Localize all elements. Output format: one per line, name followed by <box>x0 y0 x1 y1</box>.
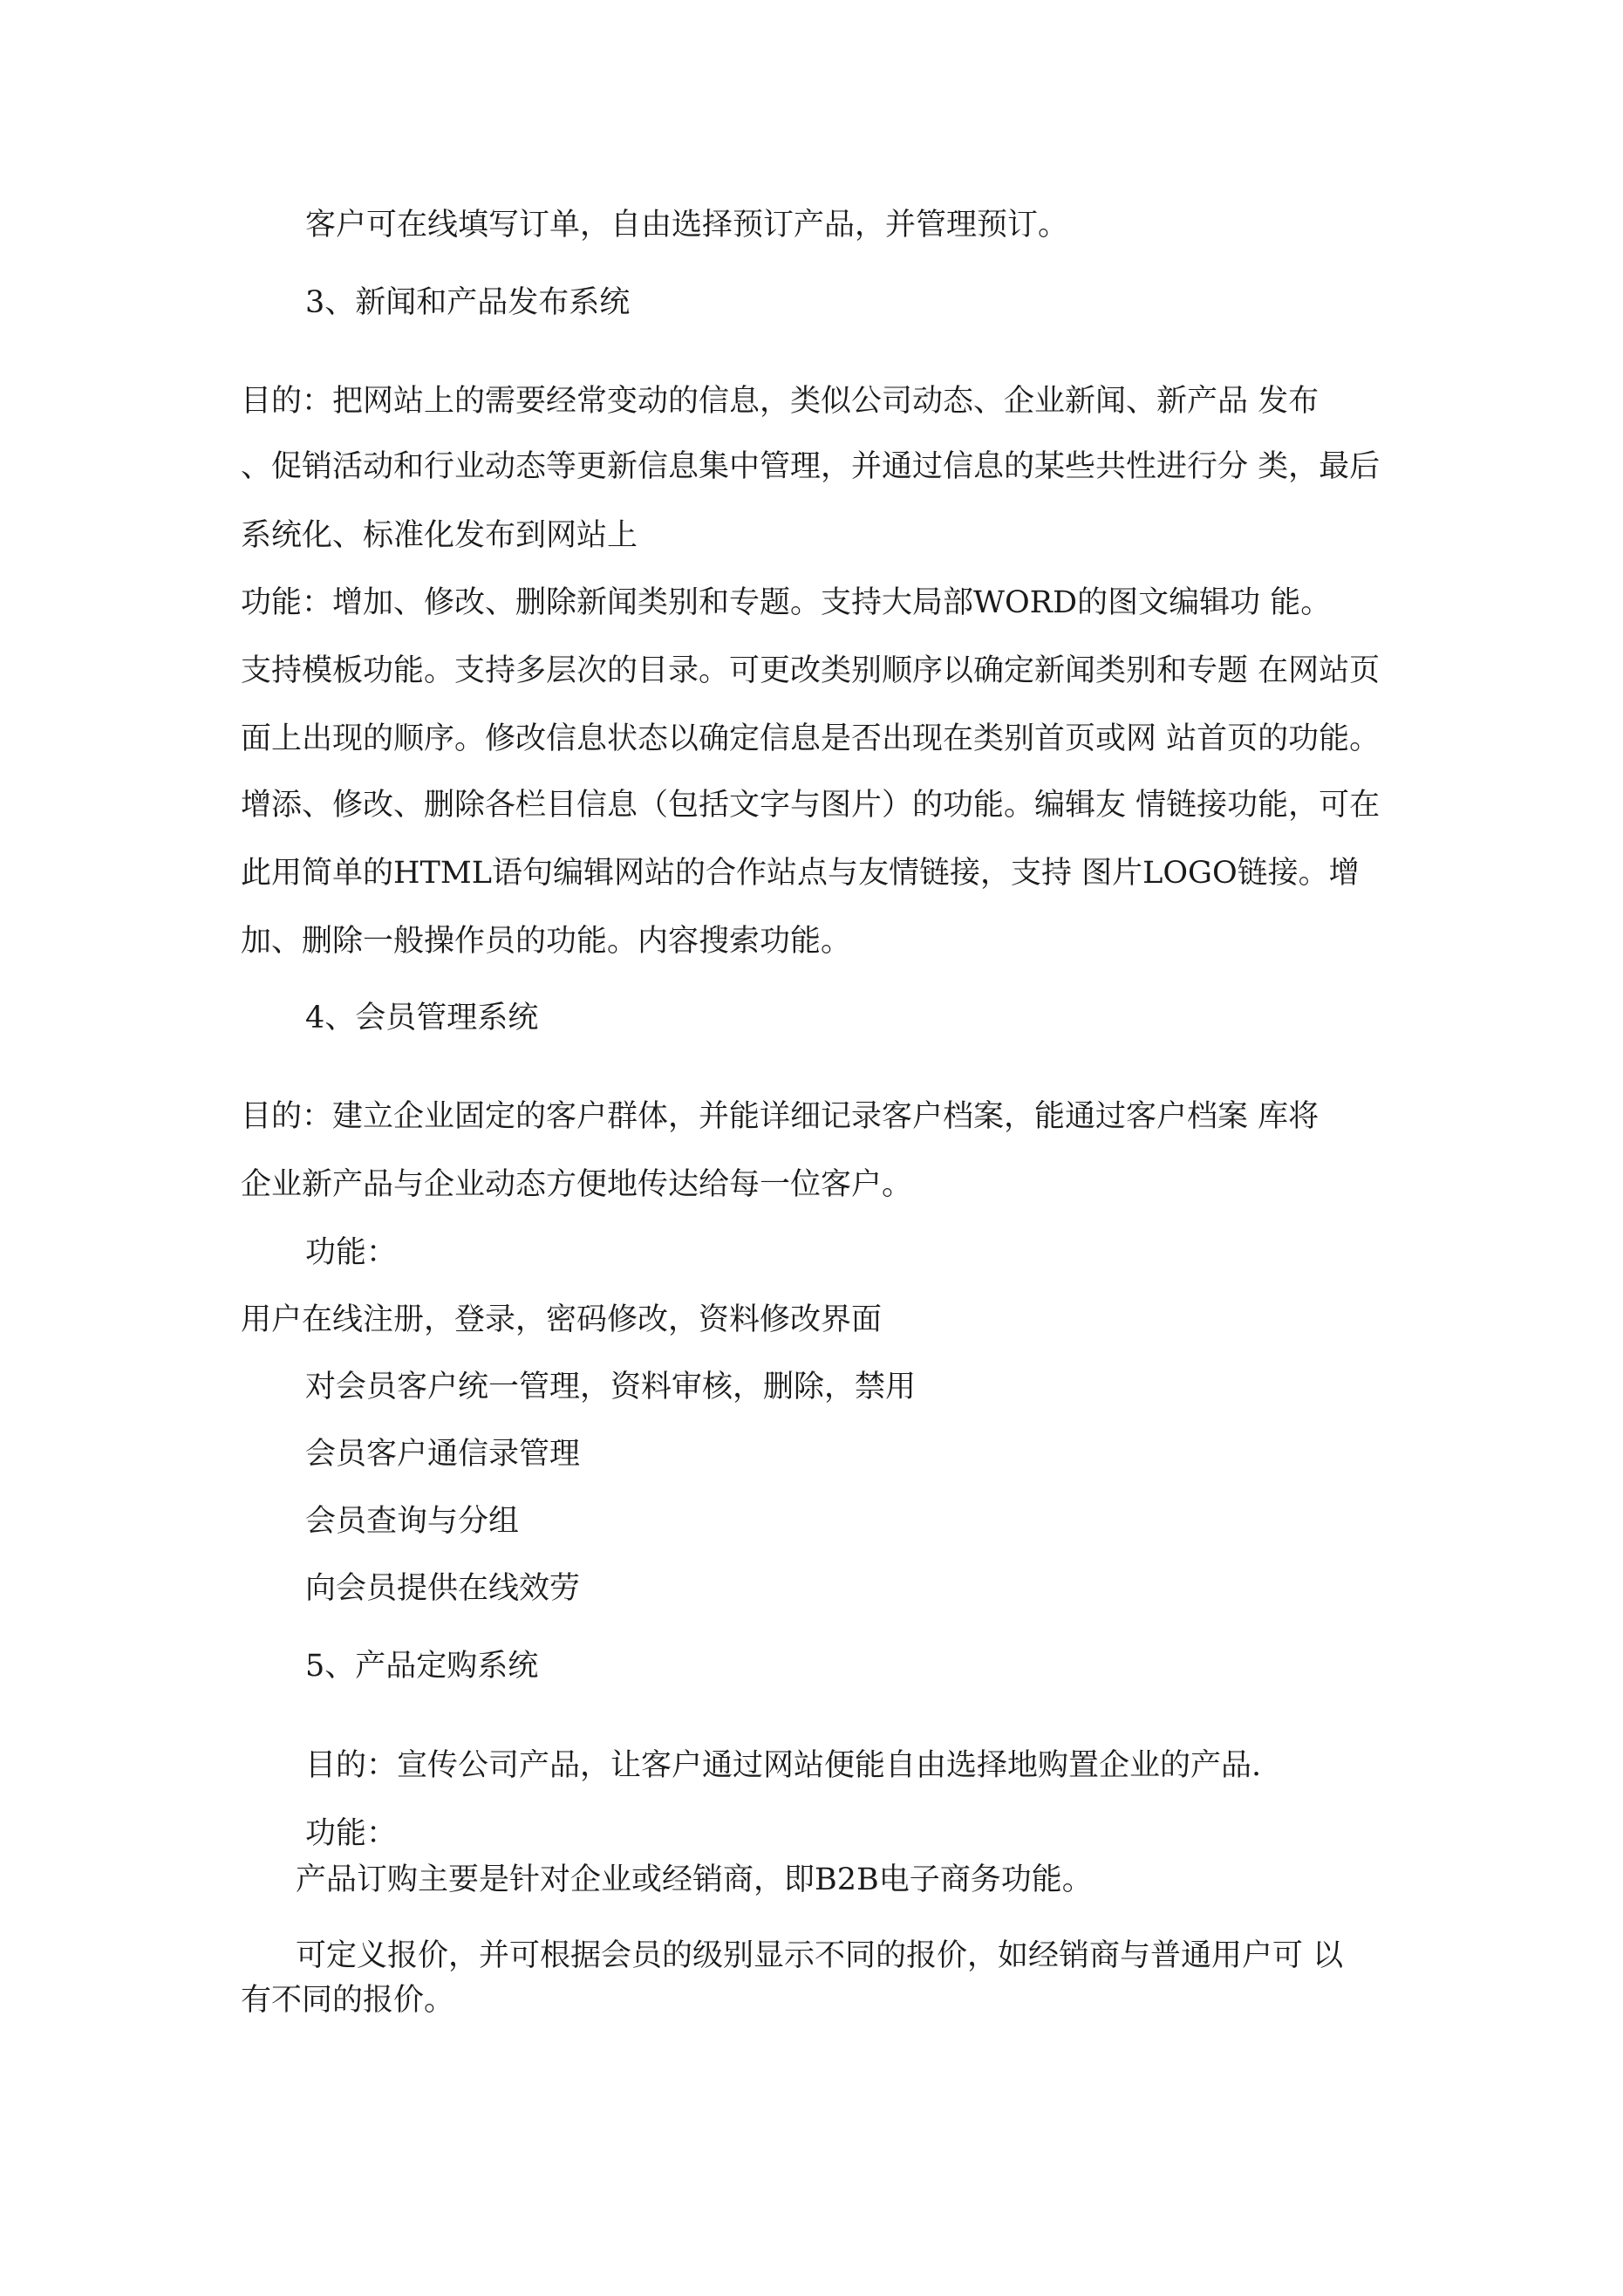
news-purpose-line-2: 、促销活动和行业动态等更新信息集中管理，并通过信息的某些共性进行分 类，最后 <box>241 449 1381 484</box>
member-item-contacts: 会员客户通信录管理 <box>305 1437 581 1472</box>
product-function-label: 功能： <box>305 1816 398 1851</box>
product-pricing-line-1: 可定义报价，并可根据会员的级别显示不同的报价，如经销商与普通用户可 以 <box>296 1938 1344 1973</box>
member-item-manage: 对会员客户统一管理，资料审核，删除，禁用 <box>305 1370 917 1404</box>
member-item-service: 向会员提供在线效劳 <box>305 1571 581 1606</box>
product-b2b-item: 产品订购主要是针对企业或经销商，即B2B电子商务功能。 <box>296 1862 1093 1897</box>
section-5-heading: 5、产品定购系统 <box>305 1649 539 1684</box>
news-purpose-line-3: 系统化、标准化发布到网站上 <box>241 518 638 553</box>
member-purpose-line-2: 企业新产品与企业动态方便地传达给每一位客户。 <box>241 1167 913 1202</box>
news-function-line-3: 面上出现的顺序。修改信息状态以确定信息是否出现在类别首页或网 站首页的功能。 <box>241 721 1381 756</box>
news-function-line-2: 支持模板功能。支持多层次的目录。可更改类别顺序以确定新闻类别和专题 在网站页 <box>241 653 1381 688</box>
member-purpose-line-1: 目的：建立企业固定的客户群体，并能详细记录客户档案，能通过客户档案 库将 <box>241 1099 1320 1134</box>
news-function-line-4: 增添、修改、删除各栏目信息（包括文字与图片）的功能。编辑友 情链接功能，可在 <box>241 788 1381 823</box>
member-item-register: 用户在线注册，登录，密码修改，资料修改界面 <box>241 1302 883 1337</box>
news-function-line-1: 功能：增加、修改、删除新闻类别和专题。支持大局部WORD的图文编辑功 能。 <box>241 585 1332 620</box>
section-4-heading: 4、会员管理系统 <box>305 1001 539 1035</box>
member-function-label: 功能： <box>305 1235 398 1270</box>
order-paragraph: 客户可在线填写订单，自由选择预订产品，并管理预订。 <box>305 208 1069 243</box>
news-purpose-line-1: 目的：把网站上的需要经常变动的信息，类似公司动态、企业新闻、新产品 发布 <box>241 384 1320 419</box>
member-item-query: 会员查询与分组 <box>305 1504 520 1539</box>
product-pricing-line-2: 有不同的报价。 <box>241 1983 455 2018</box>
section-3-heading: 3、新闻和产品发布系统 <box>305 285 631 320</box>
news-function-line-5: 此用简单的HTML语句编辑网站的合作站点与友情链接，支持 图片LOGO链接。增 <box>241 856 1360 891</box>
news-function-line-6: 加、删除一般操作员的功能。内容搜索功能。 <box>241 924 852 959</box>
product-purpose: 目的：宣传公司产品，让客户通过网站便能自由选择地购置企业的产品. <box>305 1748 1262 1783</box>
